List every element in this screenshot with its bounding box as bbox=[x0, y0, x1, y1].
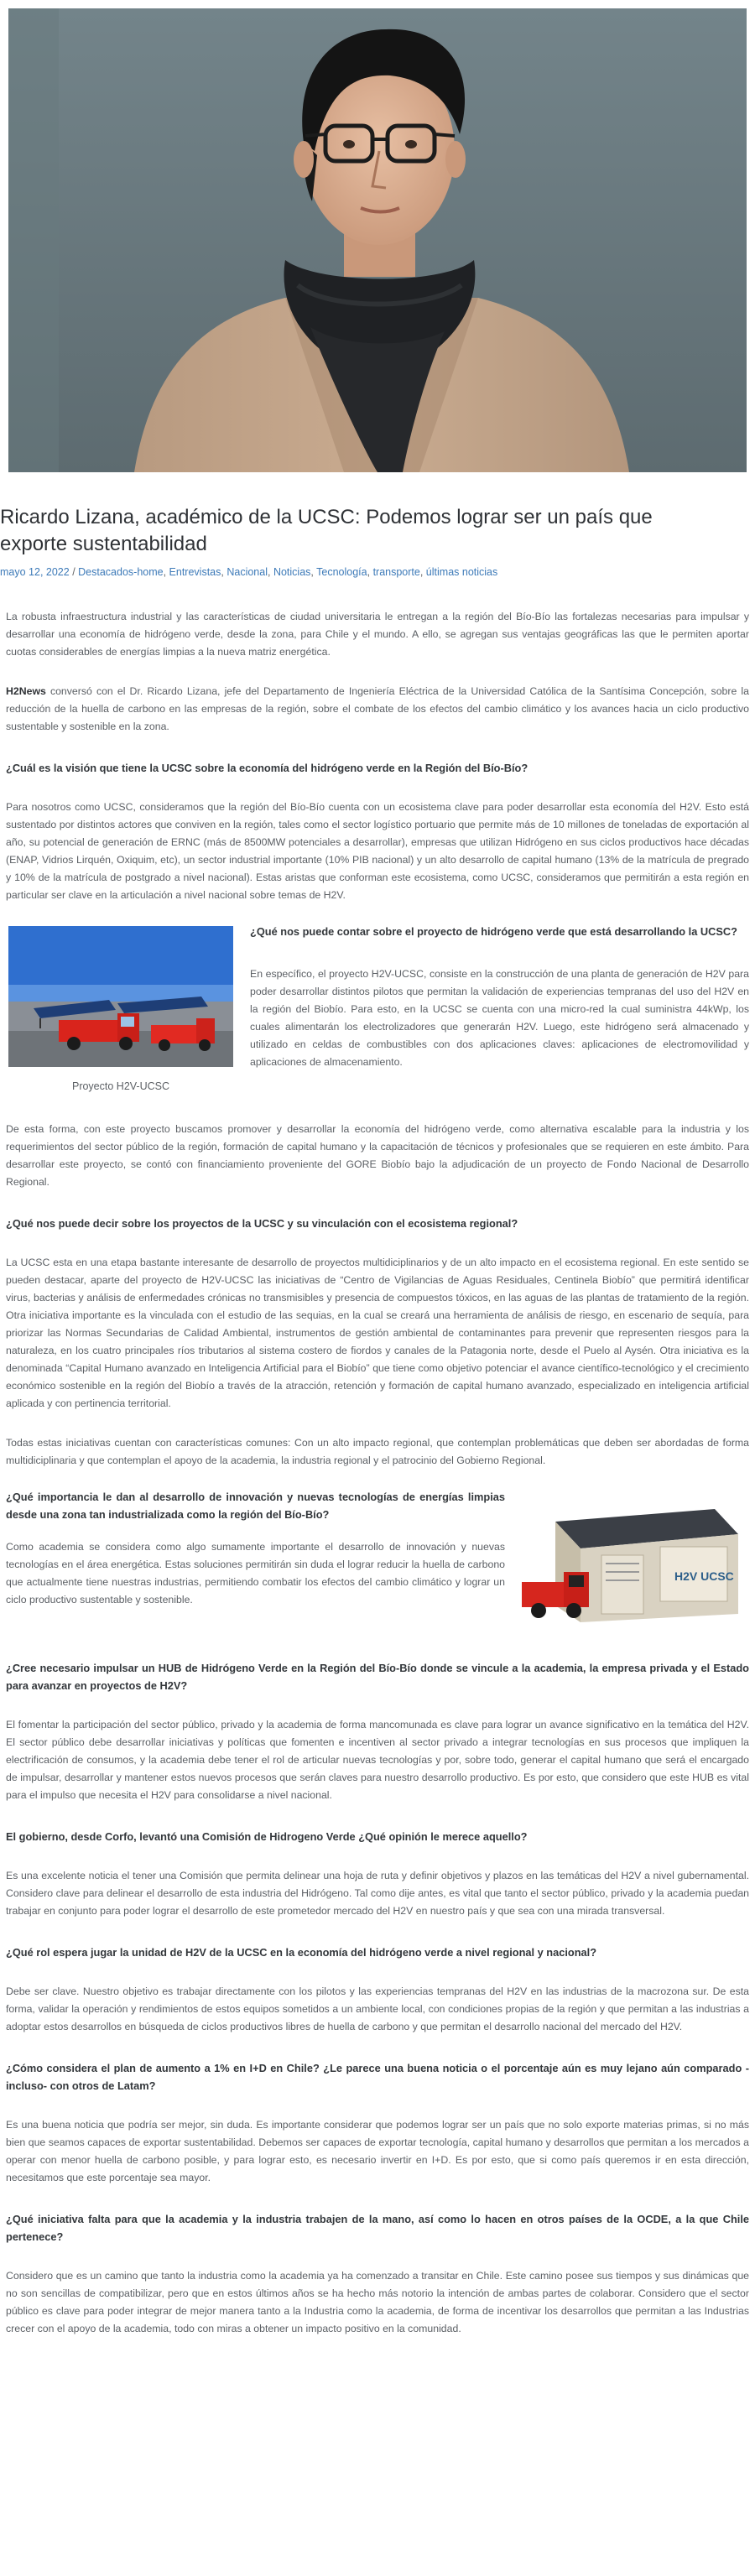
article-page bbox=[0, 8, 755, 2338]
brand-name: H2News bbox=[6, 685, 46, 697]
paragraph-answer-6: Es una excelente noticia el tener una Comisión que permita delinear una hoja de ruta y definir objetivos y plazos en las temáticas del H2V a nivel gubernamental. Considero clave para delinear el desarrollo de esta industria del Hidrógeno. Tal como dije antes, es vital que tanto el sector público, privado y la academia puedan trabajar en conjunto para poder lograr el desarrollo de este prometedor mercado del H2V en nuestro país y que sea con una mirada transversal. bbox=[6, 1870, 749, 1917]
category-link-transporte[interactable]: transporte bbox=[372, 566, 420, 578]
category-comma: , bbox=[221, 566, 227, 578]
figure-proyecto-h2v-caption: Proyecto H2V-UCSC bbox=[71, 1080, 169, 1092]
hero-portrait-image bbox=[8, 8, 747, 472]
category-link-tecnologia[interactable]: Tecnología bbox=[316, 566, 367, 578]
paragraph-answer-8: Es una buena noticia que podría ser mejor, sin duda. Es importante considerar que podemos lograr ser un país que no solo exporte materias primas, si no más bien que seamos capaces de exportar sustentabilidad. Debemos ser capaces de exportar tecnología, capital humano y desarrollos que permitan a los mercados a operar con menor huella de carbono posible, y para lograr esto, es necesario invertir en I+D. Es por esto, que si como país queremos ir en esta dirección, necesitamos que este porcentaje sea mayor. bbox=[6, 2119, 749, 2183]
category-link-destacados[interactable]: Destacados-home bbox=[78, 566, 164, 578]
paragraph-answer-2: En específico, el proyecto H2V-UCSC, consiste en la construcción de una planta de generación de H2V para poder desarrollar distintos pilotos que permitan la validación de experiencias tempranas del uso del H2V en la región del Biobío. Para esto, en la UCSC se cuenta con una micro-red la cual suministra 44kWp, los cuales alimentarán los electrolizadores que generarán H2V. Luego, este hidrógeno será almacenado y utilizado en celdas de combustibles con dos aplicaciones claves: aplicaciones de electromovilidad y aplicaciones de almacenamiento. bbox=[250, 968, 749, 1068]
category-link-nacional[interactable]: Nacional bbox=[226, 566, 268, 578]
figure-h2v-plant-image bbox=[522, 1488, 747, 1629]
article-meta bbox=[0, 565, 755, 580]
question-5: ¿Cree necesario impulsar un HUB de Hidrógeno Verde en la Región del Bío-Bío donde se vincule a la academia, la empresa privada y el Estado para avanzar en proyectos de H2V? bbox=[6, 1662, 749, 1692]
solar-trucks-illustration bbox=[8, 926, 233, 1067]
category-comma: , bbox=[419, 566, 426, 578]
paragraph-answer-3b: Todas estas iniciativas cuentan con características comunes: Con un alto impacto regional, que contemplan problemáticas que deben ser abordadas de forma multidiciplinaria y que contemplan el apoyo de la academia, la industria regional y el patrocinio del Gobierno Regional. bbox=[6, 1437, 749, 1466]
question-3: ¿Qué nos puede decir sobre los proyectos de la UCSC y su vinculación con el ecosistema regional? bbox=[6, 1217, 518, 1230]
article-title: Ricardo Lizana, académico de la UCSC: Podemos lograr ser un país que exporte sustentabilidad bbox=[0, 506, 653, 555]
paragraph-answer-4: Como academia se considera como algo sumamente importante el desarrollo de innovación y nuevas tecnologías en el área energética. Estas soluciones permitirán sin duda el lograr reducir la huella de carbono que actualmente tiene nuestras industrias, permitiendo combatir los efectos del cambio climático y lograr un ciclo productivo sustentable y sostenible. bbox=[6, 1541, 505, 1605]
article-body bbox=[0, 608, 755, 2338]
paragraph-answer-7: Debe ser clave. Nuestro objetivo es trabajar directamente con los pilotos y las experiencias tempranas del H2V en las industrias de la macrozona sur. De esta forma, validar la operación y rendimientos de estos equipos sometidos a un ambiente local, con condiciones propias de la región y que permitan a las industrias a adoptar estos desarrollos en búsqueda de ciclos productivos libres de huella de carbono y que permitan el desarrollo nacional del mercado del H2V. bbox=[6, 1985, 749, 2032]
figure-proyecto-h2v-image bbox=[8, 926, 233, 1067]
category-comma: , bbox=[310, 566, 317, 578]
category-link-noticias[interactable]: Noticias bbox=[273, 566, 311, 578]
question-2: ¿Qué nos puede contar sobre el proyecto de hidrógeno verde que está desarrollando la UCSC? bbox=[250, 925, 737, 938]
category-link-ultimas-noticias[interactable]: últimas noticias bbox=[425, 566, 498, 578]
paragraph-answer-9: Considero que es un camino que tanto la industria como la academia ya ha comenzado a transitar en Chile. Este camino posee sus tiempos y sus dinámicas que no son sencillas de compatibilizar, pero que en estos últimos años se ha hecho más notorio la intención de ambas partes de colaborar. Considero que el sector público es clave para poder integrar de mejor manera tanto a la Industria como la academia, de forma de incentivar los desarrollos que permitan a las Industrias crecer con el apoyo de la academia, todo con miras a obtener un impacto positivo en la comunidad. bbox=[6, 2270, 749, 2334]
meta-separator: / bbox=[72, 566, 79, 578]
figure-h2v-plant bbox=[522, 1488, 747, 1629]
article-date-link[interactable]: mayo 12, 2022 bbox=[0, 566, 70, 578]
paragraph-h2news bbox=[6, 683, 749, 736]
paragraph-answer-5: El fomentar la participación del sector público, privado y la academia de forma mancomunada es clave para lograr un avance significativo en la temática del H2V. El sector público debe desarrollar iniciativas y políticas que fomenten e incentiven al sector privado a integrar tecnologías en sus procesos que impliquen la electrificación de consumos, y la academia debe tener el rol de articular nuevas tecnologías y por, sobre todo, generar el capital humano que será el encargado de impulsar, desarrollar y mantener estos nuevos procesos que serán claves para nuestro desarrollo productivo. Es por esto, que considero que este HUB es vital para el impulso que necesita el H2V para consolidarse a nivel nacional. bbox=[6, 1719, 749, 1801]
paragraph-answer-1: Para nosotros como UCSC, consideramos que la región del Bío-Bío cuenta con un ecosistema clave para poder desarrollar esta economía del H2V. Esto está sustentado por distintos actores que conviven en la región, tales como el sector logístico portuario que permite más de 10 millones de toneladas de exportación al año, su potencial de generación de ERNC (más de 8500MW potenciales a desarrollar), empresas que utilizan Hidrógeno en sus ciclos productivos hace décadas (ENAP, Vidrios Lirquén, Oxiquim, etc), un sector industrial importante (10% PIB nacional) y un alto desarrollo de capital humano (13% de la matrícula de pregrado y 10% de la matrícula de postgrado a nivel nacional). Estas aristas que conforman este ecosistema, como UCSC, consideramos que permitirán a esta región en particular ser clave en la articulación a nivel nacional sobre temas de H2V. bbox=[6, 801, 749, 901]
category-comma: , bbox=[163, 566, 169, 578]
paragraph-intro: La robusta infraestructura industrial y las características de ciudad universitaria le entregan a la región del Bío-Bío las fortalezas necesarias para impulsar y desarrollar una economía de hidrógeno verde, desde la zona, para Chile y el mundo. A ello, se agregan sus ventajas geográficas las que le permiten aportar cuotas considerables de energías limpias a la nueva matriz energética. bbox=[6, 611, 749, 658]
question-1: ¿Cuál es la visión que tiene la UCSC sobre la economía del hidrógeno verde en la Región del Bío-Bío? bbox=[6, 762, 528, 774]
question-4: ¿Qué importancia le dan al desarrollo de innovación y nuevas tecnologías de energías limpias desde una zona tan industrializada como la región del Bío-Bío? bbox=[6, 1491, 505, 1521]
h2v-plant-illustration bbox=[522, 1488, 747, 1629]
question-7: ¿Qué rol espera jugar la unidad de H2V de la UCSC en la economía del hidrógeno verde a nivel regional y nacional? bbox=[6, 1946, 597, 1959]
question-9: ¿Qué iniciativa falta para que la academia y la industria trabajen de la mano, así como lo hacen en otros países de la OCDE, a la que Chile pertenece? bbox=[6, 2213, 749, 2243]
paragraph-answer-2b: De esta forma, con este proyecto buscamos promover y desarrollar la economía del hidrógeno verde, como alternativa escalable para la industria y los requerimientos del sector público de la región, formación de capital humano y la capacitación de técnicos y profesionales que se requieren en este ámbito. Para desarrollar este proyecto, se contó con financiamiento proveniente del GORE Biobío bajo la adjudicación de un proyecto de Fondo Nacional de Desarrollo Regional. bbox=[6, 1123, 749, 1188]
paragraph-answer-3: La UCSC esta en una etapa bastante interesante de desarrollo de proyectos multidiciplinarios y de un alto impacto en el ecosistema regional. En este sentido se pueden destacar, aparte del proyecto de H2V-UCSC las iniciativas de “Centro de Vigilancias de Aguas Residuales, Centinela Biobío” que permitirá identificar virus, bacterias y análisis de enfermedades crónicas no transmisibles y presencia de compuestos tóxicos, en las aguas de las plantas de tratamiento de la región. Otra iniciativa importante es la vinculada con el estudio de las sequias, en la cual se creará una herramienta de análisis de riesgo, en escenario de sequía, para priorizar las Normas Secundarias de Calidad Ambiental, instrumentos de gestión ambiental de contaminantes para prevenir que representen riesgos para la naturaleza, en los cuatro principales ríos tributarios al sistema costero de fiordos y canales de la Patagonia norte, desde el Puelo al Aysén. Otra iniciativa es la denominada “Capital Humano avanzado en Inteligencia Artificial para el Biobío” que tiene como objetivo potenciar el avance científico-tecnológico y el crecimiento económico sostenible en la región del Biobío a través de la atracción, retención y formación de capital humano avanzado, especializado en inteligencia artificial aplicada y con pertinencia territorial. bbox=[6, 1257, 749, 1409]
category-comma: , bbox=[367, 566, 373, 578]
figure-proyecto-h2v bbox=[8, 926, 233, 1092]
question-8: ¿Cómo considera el plan de aumento a 1% en I+D en Chile? ¿Le parece una buena noticia o el porcentaje aún es muy lejano aún comparado -incluso- con otros de Latam? bbox=[6, 2062, 749, 2092]
category-comma: , bbox=[267, 566, 273, 578]
paragraph-h2news-text: conversó con el Dr. Ricardo Lizana, jefe del Departamento de Ingeniería Eléctrica de la Universidad Católica de la Santísima Concepción, sobre la reducción de la huella de carbono en las empresas de la región, sobre el combate de los efectos del cambio climático y los avances hacia un ciclo productivo sustentable y sostenible en la zona. bbox=[6, 685, 749, 732]
portrait-illustration bbox=[8, 8, 747, 472]
category-link-entrevistas[interactable]: Entrevistas bbox=[169, 566, 221, 578]
h2v-logo-label: H2V UCSC bbox=[674, 1569, 734, 1583]
question-6: El gobierno, desde Corfo, levantó una Comisión de Hidrogeno Verde ¿Qué opinión le merece aquello? bbox=[6, 1830, 528, 1843]
